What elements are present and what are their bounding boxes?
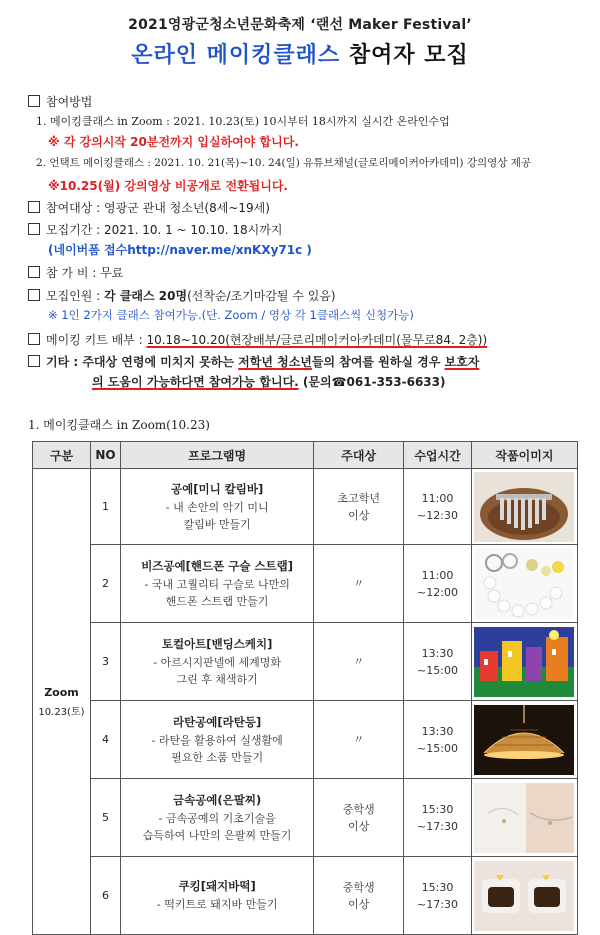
- col-header: 작품이미지: [471, 442, 577, 469]
- recruit-row: 모집인원 : 각 클래스 20명(선착순/조기마감될 수 있음): [28, 287, 336, 304]
- program-title: 토컬아트[밴딩스케치]: [161, 636, 273, 651]
- program-desc: 필요한 소품 만들기: [171, 750, 264, 764]
- checkbox-icon: [28, 333, 40, 345]
- zoom-line: 1. 메이킹클래스 in Zoom : 2021. 10.23(토) 10시부터 18시까지 실시간 온라인수업: [36, 115, 450, 128]
- group-cell: [33, 469, 91, 935]
- untact-line: 2. 언택트 메이킹클래스 : 2021. 10. 21(목)~10. 24(일) 유튜브채널(글로리메이커아카데미) 강의영상 제공: [36, 157, 532, 169]
- group-date: 10.23(토): [38, 706, 85, 718]
- target: 중학생: [342, 880, 375, 894]
- rice-cake-image: [471, 857, 577, 935]
- col-header: NO: [90, 442, 120, 469]
- row-no: 5: [90, 779, 120, 857]
- silver-bracelet-image: [471, 779, 577, 857]
- time: 13:30: [421, 724, 454, 738]
- program-title: 공예[미니 칼림바]: [170, 481, 264, 496]
- period-url[interactable]: (네이버폼 접수http://naver.me/xnKXy71c ): [48, 243, 312, 257]
- time: 15:30: [421, 880, 454, 894]
- target: 이상: [348, 897, 370, 911]
- bead-strap-image: [471, 545, 577, 623]
- etc-row-2: 의 도움이 가능하다면 참여가능 합니다. (문의☎061-353-6633): [92, 375, 446, 389]
- period-row: 모집기간 : 2021. 10. 1 ~ 10.10. 18시까지: [28, 221, 282, 238]
- program-desc: 핸드폰 스트랩 만들기: [165, 594, 269, 608]
- time: ~17:30: [417, 819, 458, 833]
- col-header: 수업시간: [404, 442, 472, 469]
- program-title: 금속공예(은팔찌): [172, 792, 262, 807]
- title-blue: 온라인 메이킹클래스: [131, 43, 341, 68]
- method-heading: 참여방법: [28, 93, 92, 110]
- table-row: [33, 623, 578, 701]
- target: 이상: [348, 819, 370, 833]
- time: 11:00: [421, 568, 454, 582]
- table-header-row: [33, 442, 578, 469]
- rattan-lamp-image: [471, 701, 577, 779]
- recruit-note: ※ 1인 2가지 클래스 참여가능.(단. Zoom / 영상 각 1클래스씩 신청가능): [48, 308, 414, 322]
- program-desc: - 라탄을 활용하여 실생활에: [151, 733, 283, 747]
- program-title: 비즈공예[핸드폰 구슬 스트랩]: [141, 558, 294, 573]
- time: ~15:00: [417, 741, 458, 755]
- target: 〃: [353, 655, 365, 668]
- target: 〃: [353, 577, 365, 590]
- program-desc: - 아르시지판넬에 세계명화: [153, 655, 282, 669]
- target: 초고학년: [337, 491, 380, 505]
- time: ~17:30: [417, 897, 458, 911]
- kalimba-image: [471, 469, 577, 545]
- class-table: [32, 441, 578, 935]
- table-row: [33, 701, 578, 779]
- time: 15:30: [421, 802, 454, 816]
- col-header: 구분: [33, 442, 91, 469]
- time: ~15:00: [417, 663, 458, 677]
- untact-note: ※10.25(월) 강의영상 비공개로 전환됩니다.: [48, 179, 288, 193]
- target: 이상: [348, 508, 370, 522]
- table-title: 1. 메이킹클래스 in Zoom(10.23): [28, 418, 210, 432]
- kit-row: 메이킹 키트 배부 : 10.18~10.20(현장배부/글로리메이커아카데미(물무로84. 2층)): [28, 331, 487, 348]
- row-no: 3: [90, 623, 120, 701]
- time: 11:00: [421, 491, 454, 505]
- program-desc: - 금속공예의 기초기술을: [158, 811, 276, 825]
- etc-row: 기타 : 주대상 연령에 미치지 못하는 저학년 청소년들의 참여를 원하실 경우 보호자: [28, 353, 479, 370]
- table-row: [33, 469, 578, 545]
- program-desc: - 떡키트로 돼지바 만들기: [156, 898, 278, 911]
- checkbox-icon: [28, 95, 40, 107]
- page-title: [0, 38, 600, 69]
- col-header: 프로그램명: [120, 442, 313, 469]
- row-no: 4: [90, 701, 120, 779]
- group-label: Zoom: [44, 685, 79, 699]
- row-no: 1: [90, 469, 120, 545]
- program-desc: - 국내 고퀄리티 구슬로 나만의: [144, 577, 290, 591]
- time: ~12:00: [417, 585, 458, 599]
- program-desc: 그린 후 채색하기: [176, 672, 258, 686]
- program-desc: - 내 손안의 악기 미니: [165, 500, 269, 514]
- target: 중학생: [342, 802, 375, 816]
- painting-image: [471, 623, 577, 701]
- target: 〃: [353, 733, 365, 746]
- time: ~12:30: [417, 508, 458, 522]
- zoom-note: ※ 각 강의시작 20분전까지 입실하여야 합니다.: [48, 135, 299, 149]
- table-row: [33, 779, 578, 857]
- program-desc: 습득하여 나만의 은팔찌 만들기: [142, 828, 292, 842]
- checkbox-icon: [28, 355, 40, 367]
- checkbox-icon: [28, 201, 40, 213]
- row-no: 2: [90, 545, 120, 623]
- checkbox-icon: [28, 289, 40, 301]
- title-black: 참여자 모집: [348, 43, 469, 68]
- table-row: [33, 857, 578, 935]
- checkbox-icon: [28, 223, 40, 235]
- col-header: 주대상: [314, 442, 404, 469]
- time: 13:30: [421, 646, 454, 660]
- target-row: 참여대상 : 영광군 관내 청소년(8세~19세): [28, 199, 270, 216]
- table-row: [33, 545, 578, 623]
- program-desc: 칼림바 만들기: [183, 517, 251, 531]
- row-no: 6: [90, 857, 120, 935]
- program-title: 쿠킹[돼지바떡]: [178, 879, 256, 893]
- fee-row: 참 가 비 : 무료: [28, 264, 123, 281]
- header-subtitle: 2021영광군청소년문화축제 ‘랜선 Maker Festival’: [128, 17, 472, 33]
- program-title: 라탄공예[라탄등]: [172, 714, 262, 729]
- checkbox-icon: [28, 266, 40, 278]
